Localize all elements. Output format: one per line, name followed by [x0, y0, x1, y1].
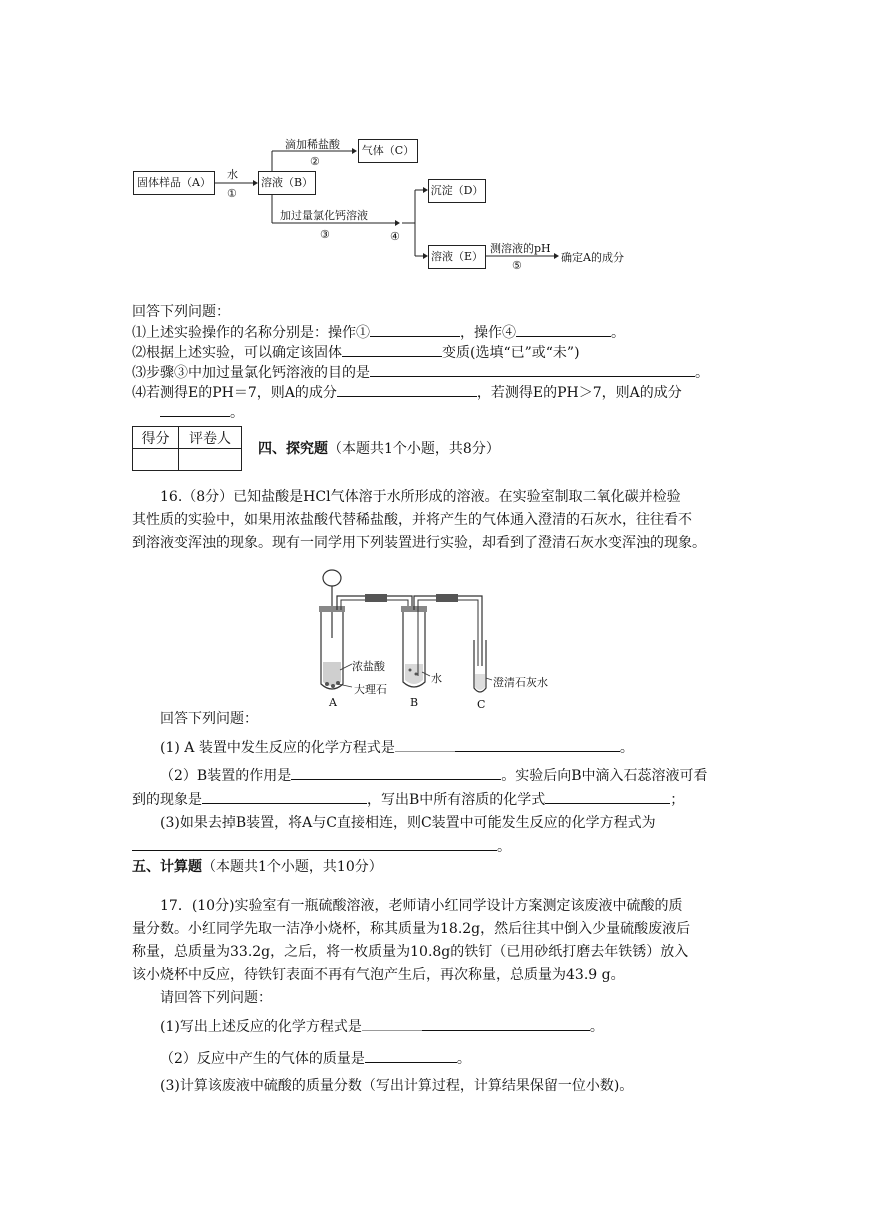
q16-line2	[160, 765, 708, 786]
q16-p1: 16.（8分）已知盐酸是HCl气体溶于水所形成的溶液。在实验室制取二氧化碳并检验	[160, 489, 681, 505]
q16-line4: (3)如果去掉B装置，将A与C直接相连，则C装置中可能发生反应的化学方程式为	[160, 815, 656, 831]
q16-s2c: 到的现象是	[132, 792, 202, 808]
q16-s1a: (1) A 装置中发生反应的化学方程式是	[160, 740, 395, 756]
label-acid: 滴加稀盐酸	[285, 138, 340, 151]
q17-p1: 17．(10分)实验室有一瓶硫酸溶液，老师请小红同学设计方案测定该废液中硫酸的质	[160, 898, 683, 914]
blank-purpose[interactable]	[370, 362, 695, 377]
q17-p2: 量分数。小红同学先取一洁净小烧杯，称其质量为18.2g，然后往其中倒入少量硫酸废液后	[132, 921, 691, 937]
label-tube-b: B	[410, 696, 419, 709]
blank-eq-a[interactable]	[455, 737, 620, 752]
q17-s2a: （2）反应中产生的气体的质量是	[160, 1051, 365, 1067]
q16-line5	[132, 836, 511, 857]
q17-intro: 请回答下列问题：	[160, 990, 272, 1006]
q15-l1b: ，操作④	[460, 325, 516, 341]
q17-line1	[160, 1016, 604, 1037]
q15-l1a: ⑴上述实验操作的名称分别是：操作①	[132, 325, 370, 341]
label-step5: ⑤	[512, 259, 522, 272]
q15-line2	[132, 342, 580, 363]
label-water: 水	[227, 168, 238, 181]
label-tube-c: C	[477, 698, 486, 711]
q15-line5	[160, 402, 244, 423]
blank-ph-gt7[interactable]	[160, 402, 230, 417]
box-d: 沉淀（D）	[428, 179, 486, 203]
q16-s3b: 。	[497, 839, 511, 855]
q16-p3: 到溶液变浑浊的现象。现有一同学用下列装置进行实验，却看到了澄清石灰水变浑浊的现象。	[132, 535, 706, 551]
q15-line1	[132, 322, 625, 343]
label-tube-a: A	[329, 696, 337, 709]
q15-intro: 回答下列问题：	[132, 304, 230, 320]
section5-note: （本题共1个小题，共10分）	[202, 859, 383, 875]
blank-eq17-pre[interactable]	[362, 1016, 422, 1031]
q16-s2a: （2）B装置的作用是	[160, 768, 292, 784]
grader-cell[interactable]	[179, 449, 242, 471]
q15-l4c: 。	[230, 405, 244, 421]
q16-s2d: ，写出B中所有溶质的化学式	[367, 792, 546, 808]
q15-l1c: 。	[611, 325, 625, 341]
q15-line3	[132, 362, 709, 383]
grader-header: 评卷人	[179, 427, 242, 449]
apparatus-drawing	[310, 566, 560, 714]
flowchart	[130, 130, 650, 280]
blank-ph7[interactable]	[337, 382, 477, 397]
q17-p3: 称量，总质量为33.2g，之后，将一枚质量为10.8g的铁钉（已用砂纸打磨去年铁锈）放入	[132, 944, 689, 960]
blank-b-role[interactable]	[291, 765, 501, 780]
q15-line4	[132, 382, 682, 403]
q17-p4: 该小烧杯中反应，待铁钉表面不再有气泡产生后，再次称量，总质量为43.9 g。	[132, 967, 625, 983]
blank-op1[interactable]	[370, 322, 460, 337]
apparatus-diagram	[310, 566, 560, 714]
label-step4: ④	[390, 230, 400, 243]
q16-intro: 回答下列问题：	[160, 711, 258, 727]
label-result: 确定A的成分	[561, 251, 624, 264]
section5-title: 五、计算题	[132, 859, 202, 875]
q16-p2: 其性质的实验中，如果用浓盐酸代替稀盐酸，并将产生的气体通入澄清的石灰水，往往看不	[132, 512, 692, 528]
blank-eq-c[interactable]	[132, 836, 497, 851]
q15-l2a: ⑵根据上述实验，可以确定该固体	[132, 345, 342, 361]
q16-line3	[132, 789, 684, 810]
blank-solutes[interactable]	[545, 789, 670, 804]
q16-s2b: 。实验后向B中滴入石蕊溶液可看	[501, 768, 708, 784]
q16-s1b: 。	[619, 740, 634, 756]
label-step1: ①	[227, 187, 237, 200]
label-limewater: 澄清石灰水	[493, 676, 548, 689]
box-c: 气体（C）	[358, 139, 418, 163]
score-cell[interactable]	[133, 449, 179, 471]
label-step2: ②	[310, 155, 320, 168]
q17-s1b: 。	[589, 1019, 604, 1035]
section5-heading	[132, 857, 383, 877]
blank-phenomenon[interactable]	[202, 789, 367, 804]
box-a: 固体样品（A）	[133, 171, 215, 195]
section4-note: （本题共1个小题，共8分）	[328, 441, 500, 457]
section4-title: 四、探究题	[258, 441, 328, 457]
blank-gas-mass[interactable]	[365, 1048, 457, 1063]
label-cacl2: 加过量氯化钙溶液	[280, 209, 368, 222]
blank-eq-a-pre[interactable]	[395, 737, 455, 752]
q17-s2b: 。	[456, 1051, 471, 1067]
q17-s1a: (1)写出上述反应的化学方程式是	[160, 1019, 362, 1035]
q15-l4b: ，若测得E的PH＞7，则A的成分	[476, 385, 682, 401]
label-conc-acid: 浓盐酸	[352, 660, 385, 673]
label-marble: 大理石	[354, 683, 387, 696]
q16-line1	[160, 737, 634, 758]
box-e: 溶液（E）	[428, 245, 486, 269]
q15-l3a: ⑶步骤③中加过量氯化钙溶液的目的是	[132, 365, 370, 381]
blank-eq17[interactable]	[422, 1016, 590, 1031]
label-ph: 测溶液的pH	[490, 242, 551, 255]
label-water-b: 水	[431, 672, 442, 685]
q17-line3: (3)计算该废液中硫酸的质量分数（写出计算过程，计算结果保留一位小数)。	[160, 1078, 634, 1094]
blank-deteriorated[interactable]	[342, 342, 442, 357]
box-b: 溶液（B）	[258, 171, 316, 195]
section4-heading	[258, 439, 500, 459]
blank-op4[interactable]	[516, 322, 611, 337]
q15-l4a: ⑷若测得E的PH＝7，则A的成分	[132, 385, 337, 401]
q16-s2e: ；	[670, 792, 685, 808]
score-table	[132, 426, 242, 471]
score-header: 得分	[133, 427, 179, 449]
label-step3: ③	[320, 228, 330, 241]
q15-l3b: 。	[695, 365, 709, 381]
q17-line2	[160, 1048, 471, 1069]
q15-l2b: 变质(选填“已”或“未”)	[442, 345, 580, 361]
